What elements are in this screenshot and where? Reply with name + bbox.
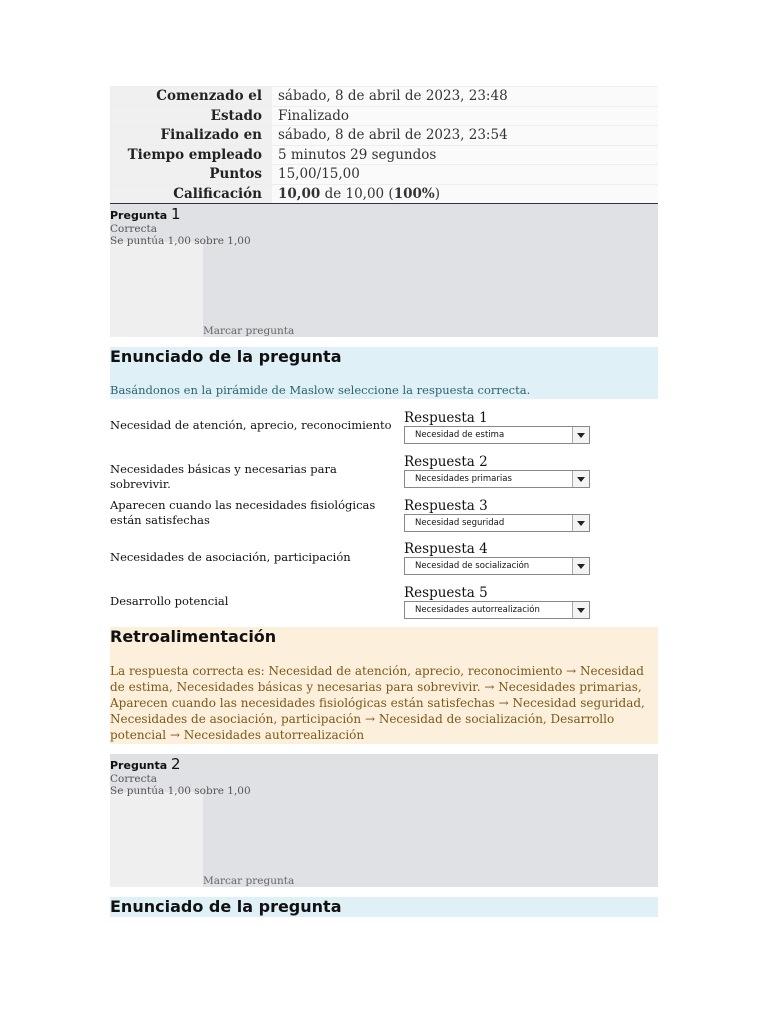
summary-value <box>272 184 658 204</box>
grade-out-of: de 10,00 ( <box>320 185 394 202</box>
answer-5-select[interactable] <box>404 601 590 619</box>
question-state: Correcta <box>110 773 157 785</box>
summary-value: 15,00/15,00 <box>272 165 658 185</box>
summary-row-time <box>110 145 658 165</box>
question-text-heading: Enunciado de la pregunta <box>110 897 342 916</box>
answer-label: Respuesta 3 <box>404 498 488 514</box>
question-title <box>110 755 181 773</box>
select-value: Necesidad seguridad <box>415 518 505 528</box>
summary-label: Comenzado el <box>110 87 272 107</box>
match-stem: Desarrollo potencial <box>110 594 229 608</box>
question-2-text <box>110 897 658 917</box>
question-title <box>110 205 181 223</box>
grade-score: 10,00 <box>278 185 321 202</box>
summary-row-started <box>110 87 658 107</box>
question-number: 1 <box>171 205 181 223</box>
summary-value: 5 minutos 29 segundos <box>272 145 658 165</box>
summary-label: Tiempo empleado <box>110 145 272 165</box>
chevron-down-icon[interactable] <box>572 515 589 531</box>
answer-4-select[interactable] <box>404 557 590 575</box>
select-value: Necesidades autorrealización <box>415 605 540 615</box>
question-grade: Se puntúa 1,00 sobre 1,00 <box>110 785 251 797</box>
chevron-down-icon[interactable] <box>572 471 589 487</box>
match-stem: Aparecen cuando las necesidades fisiológicas están satisfechas <box>110 498 376 527</box>
question-1-feedback <box>110 627 658 744</box>
answer-label: Respuesta 4 <box>404 541 488 557</box>
feedback-heading: Retroalimentación <box>110 627 277 646</box>
grade-percent: 100% <box>393 185 435 202</box>
question-number: 2 <box>171 755 181 773</box>
summary-label: Finalizado en <box>110 126 272 146</box>
answer-2-select[interactable] <box>404 470 590 488</box>
select-value: Necesidades primarias <box>415 474 512 484</box>
question-2-info <box>110 754 658 887</box>
summary-label: Estado <box>110 106 272 126</box>
match-stem: Necesidad de atención, aprecio, reconocimiento <box>110 418 392 432</box>
summary-row-points <box>110 165 658 185</box>
chevron-down-icon[interactable] <box>572 558 589 574</box>
question-1-text <box>110 347 658 399</box>
summary-row-state <box>110 106 658 126</box>
flag-question-link[interactable]: Marcar pregunta <box>203 875 295 887</box>
question-grade: Se puntúa 1,00 sobre 1,00 <box>110 235 251 247</box>
flag-question-link[interactable]: Marcar pregunta <box>203 325 295 337</box>
grade-close: ) <box>434 185 440 202</box>
summary-value: sábado, 8 de abril de 2023, 23:48 <box>272 87 658 107</box>
select-value: Necesidad de socialización <box>415 561 530 571</box>
answer-1-select[interactable] <box>404 426 590 444</box>
chevron-down-icon[interactable] <box>572 427 589 443</box>
summary-value: sábado, 8 de abril de 2023, 23:54 <box>272 126 658 146</box>
question-prompt: Basándonos en la pirámide de Maslow seleccione la respuesta correcta. <box>110 383 531 397</box>
answer-label: Respuesta 2 <box>404 454 488 470</box>
match-stem: Necesidades de asociación, participación <box>110 550 351 564</box>
question-title-label: Pregunta <box>110 209 168 222</box>
question-title-label: Pregunta <box>110 759 168 772</box>
feedback-text: La respuesta correcta es: Necesidad de atención, aprecio, reconocimiento → Necesidad de estima, Necesidades básicas y necesarias para sobrevivir. → Necesidades primarias, Aparecen cuando las necesidades fisiológicas están satisfechas → Necesidad seguridad, Necesidades de asociación, participación → Necesidad de socialización, Desarrollo potencial → Necesidades autorrealización <box>110 664 645 742</box>
question-text-heading: Enunciado de la pregunta <box>110 347 342 366</box>
summary-row-grade <box>110 184 658 204</box>
answer-label: Respuesta 1 <box>404 410 488 426</box>
summary-label: Puntos <box>110 165 272 185</box>
question-1-info <box>110 204 658 337</box>
question-state: Correcta <box>110 223 157 235</box>
summary-row-finished <box>110 126 658 146</box>
summary-value: Finalizado <box>272 106 658 126</box>
summary-label: Calificación <box>110 184 272 204</box>
attempt-summary-table <box>110 86 658 205</box>
select-value: Necesidad de estima <box>415 430 505 440</box>
answer-label: Respuesta 5 <box>404 585 488 601</box>
chevron-down-icon[interactable] <box>572 602 589 618</box>
answer-3-select[interactable] <box>404 514 590 532</box>
match-stem: Necesidades básicas y necesarias para sobrevivir. <box>110 462 337 491</box>
